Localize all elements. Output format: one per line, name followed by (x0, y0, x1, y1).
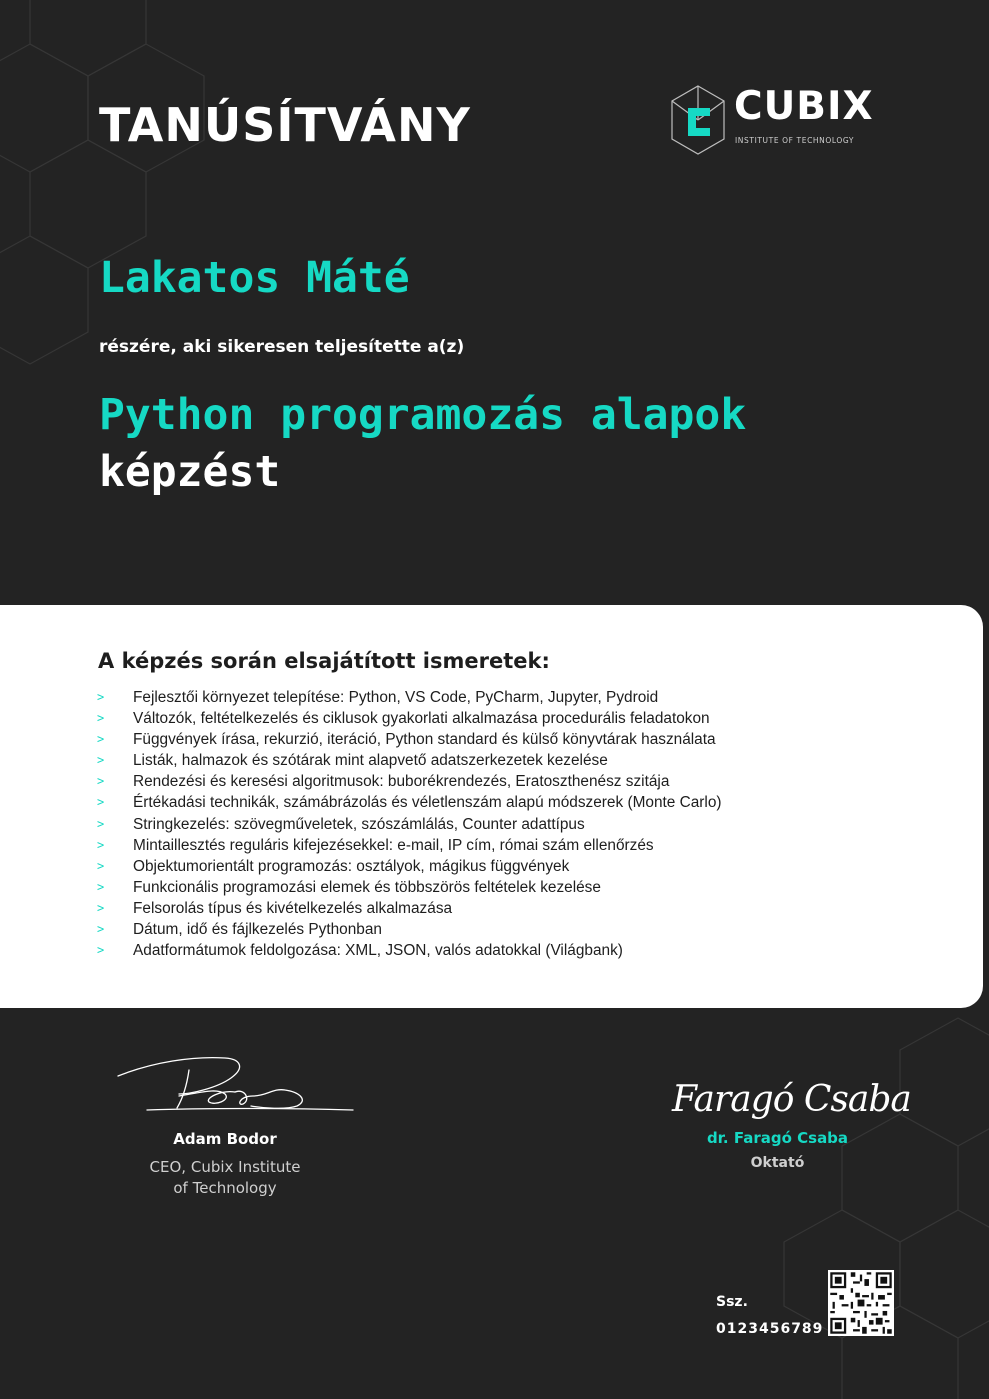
cubix-logo (668, 84, 878, 160)
ceo-title (125, 1157, 325, 1199)
course-name: Python programozás alapok (99, 390, 747, 440)
chevron-right-icon: > (97, 900, 105, 915)
instructor-signature: Faragó Csaba (672, 1079, 911, 1120)
skill-text: Változók, feltételkezelés és ciklusok gyakorlati alkalmazása procedurális feladatokon (133, 710, 710, 728)
list-item (97, 835, 722, 856)
cube-logo-icon (668, 84, 728, 160)
chevron-right-icon: > (97, 753, 105, 768)
logo-tagline: INSTITUTE OF TECHNOLOGY (735, 136, 855, 145)
recipient-name: Lakatos Máté (99, 253, 410, 303)
list-item (97, 708, 722, 729)
list-item (97, 856, 722, 877)
list-item (97, 687, 722, 708)
ceo-title-line-2: of Technology (173, 1179, 277, 1197)
skill-text: Adatformátumok feldolgozása: XML, JSON, valós adatokkal (Világbank) (133, 942, 623, 960)
chevron-right-icon: > (97, 795, 105, 810)
chevron-right-icon: > (97, 774, 105, 789)
instructor-name: dr. Faragó Csaba (706, 1129, 849, 1147)
chevron-right-icon: > (97, 943, 105, 958)
skill-text: Mintaillesztés reguláris kifejezésekkel: e-mail, IP cím, római szám ellenőrzés (133, 836, 654, 854)
chevron-right-icon: > (97, 711, 105, 726)
ceo-title-line-1: CEO, Cubix Institute (149, 1158, 301, 1176)
list-item (97, 792, 722, 813)
ceo-name: Adam Bodor (173, 1130, 277, 1148)
skill-text: Listák, halmazok és szótárak mint alapvető adatszerkezetek kezelése (133, 752, 608, 770)
skill-text: Dátum, idő és fájlkezelés Pythonban (133, 921, 382, 939)
list-item (97, 814, 722, 835)
qr-code-icon (828, 1270, 894, 1336)
chevron-right-icon: > (97, 816, 105, 831)
instructor-role: Oktató (750, 1155, 805, 1171)
skills-list (97, 687, 722, 961)
chevron-right-icon: > (97, 837, 105, 852)
serial-label: Ssz. (716, 1294, 748, 1310)
course-suffix: képzést (99, 447, 281, 497)
skill-text: Funkcionális programozási elemek és többszörös feltételek kezelése (133, 878, 601, 896)
skill-text: Stringkezelés: szövegműveletek, szószámlálás, Counter adattípus (133, 815, 585, 833)
logo-wordmark: CUBIX (734, 84, 874, 129)
list-item (97, 898, 722, 919)
list-item (97, 877, 722, 898)
serial-number: 0123456789 (716, 1321, 824, 1337)
chevron-right-icon: > (97, 858, 105, 873)
recipient-caption: részére, aki sikeresen teljesítette a(z) (99, 337, 465, 357)
skill-text: Függvények írása, rekurzió, iteráció, Python standard és külső könyvtárak használata (133, 731, 716, 749)
ceo-signature (113, 1048, 358, 1120)
list-item (97, 919, 722, 940)
list-item (97, 750, 722, 771)
chevron-right-icon: > (97, 690, 105, 704)
skills-heading: A képzés során elsajátított ismeretek: (98, 649, 550, 673)
skills-panel (0, 605, 983, 1008)
skill-text: Értékadási technikák, számábrázolás és véletlenszám alapú módszerek (Monte Carlo) (133, 794, 722, 812)
skill-text: Objektumorientált programozás: osztályok, mágikus függvények (133, 857, 570, 875)
chevron-right-icon: > (97, 879, 105, 894)
skill-text: Felsorolás típus és kivételkezelés alkalmazása (133, 899, 453, 917)
chevron-right-icon: > (97, 922, 105, 937)
certificate-title: TANÚSÍTVÁNY (99, 98, 471, 152)
list-item (97, 771, 722, 792)
list-item (97, 940, 722, 961)
skill-text: Rendezési és keresési algoritmusok: buborékrendezés, Eratoszthenész szitája (133, 773, 670, 791)
list-item (97, 729, 722, 750)
skill-text: Fejlesztői környezet telepítése: Python, VS Code, PyCharm, Jupyter, Pydroid (133, 689, 659, 706)
chevron-right-icon: > (97, 732, 105, 747)
